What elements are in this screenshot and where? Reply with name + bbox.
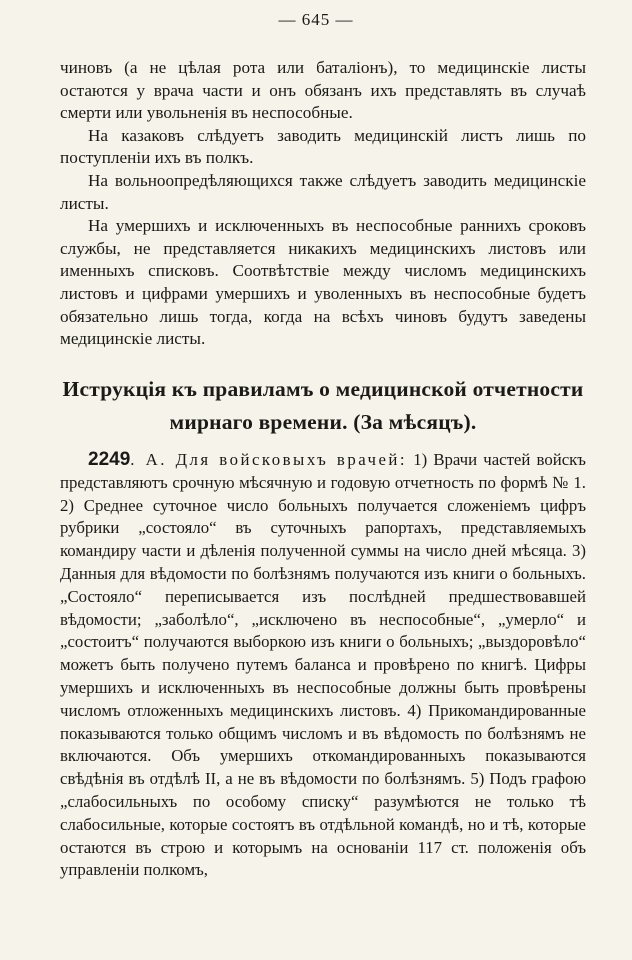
instruction-paragraph — [60, 449, 586, 882]
paragraph-volunteers: На вольноопредѣляющихся также слѣдуетъ заводить медицинскіе листы. — [60, 170, 586, 213]
paragraph-continuation: чиновъ (а не цѣлая рота или баталіонъ), то медицинскіе листы остаются у врача части и онъ обязанъ ихъ представлять въ случаѣ смерти или увольненія въ неспособные. — [60, 58, 586, 123]
paragraph-cossacks: На казаковъ слѣдуетъ заводить медицинскій листъ лишь по поступленіи ихъ въ полкъ. — [60, 125, 586, 168]
heading-line-1: Иструкція къ правиламъ о медицинской отчетности — [62, 377, 584, 401]
article-label: . А. Для войсковыхъ врачей: — [130, 450, 408, 469]
section-heading — [60, 373, 586, 439]
article-text: 1) Врачи частей войскъ представляютъ срочную мѣсячную и годовую отчетность по формѣ № 1. 2) Среднее суточное число больныхъ получается сложеніемъ цифръ рубрики „состояло“ въ суточныхъ рапортахъ, представляемыхъ командиру части и дѣленія полученной суммы на число дней мѣсяца. 3) Данныя для вѣдомости по болѣзнямъ получаются изъ книги о больныхъ. „Состояло“ переписывается изъ послѣдней предшествовавшей вѣдомости; „заболѣло“, „исключено въ неспособные“, „умерло“ и „состоитъ“ получаются выборкою изъ книги о больныхъ; „выздоровѣло“ можетъ быть получено путемъ баланса и провѣрено по книгѣ. Цифры умершихъ и исключенныхъ въ неспособные должны быть провѣрены числомъ отложенныхъ медицинскихъ листовъ. 4) Прикомандированные показываются только общимъ числомъ и въ вѣдомость по болѣзнямъ не включаются. Объ умершихъ откомандированныхъ показываются свѣдѣнія въ отдѣлѣ II, а не въ вѣдомости по болѣзнямъ. 5) Подъ графою „слабосильныхъ по особому списку“ разумѣются не только тѣ слабосильные, которые состоятъ въ отдѣльной командѣ, но и тѣ, которые остаются въ строю и которымъ на основаніи 117 ст. положенія объ управленіи полкомъ, — [60, 450, 586, 880]
article-number: 2249 — [88, 449, 131, 470]
heading-line-2: мирнаго времени. (За мѣсяцъ). — [169, 410, 477, 434]
page-number: — 645 — — [278, 10, 354, 29]
paragraph-deceased: На умершихъ и исключенныхъ въ неспособные раннихъ сроковъ службы, не представляется никакихъ медицинскихъ листовъ или именныхъ списковъ. Соотвѣтствіе между числомъ медицинскихъ листовъ и цифрами умершихъ и уволенныхъ въ неспособные будетъ обязательно лишь тогда, когда на всѣхъ чиновъ будутъ заведены медицинскіе листы. — [60, 216, 586, 349]
intro-section — [60, 57, 586, 351]
instruction-section — [60, 449, 586, 882]
